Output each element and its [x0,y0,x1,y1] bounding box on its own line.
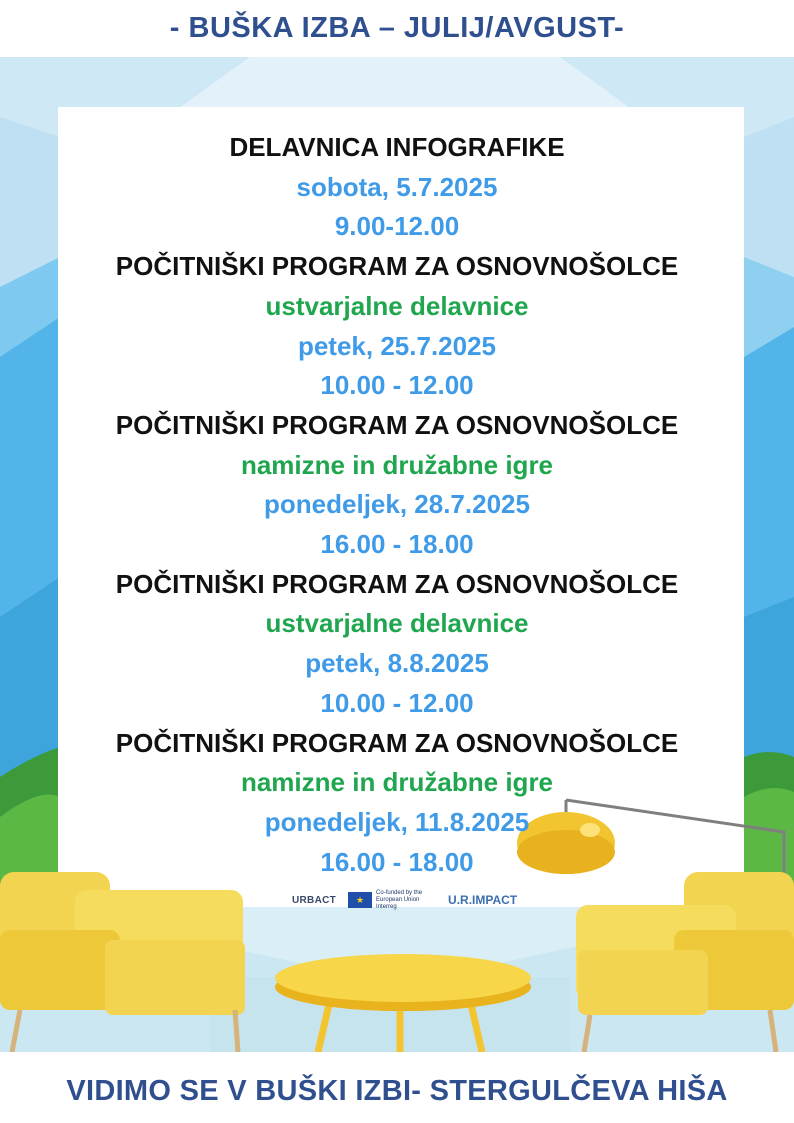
event-subtitle: ustvarjalne delavnice [265,290,529,321]
event-time: 9.00-12.00 [334,211,460,242]
event-4 [0,565,794,724]
page-footer-title: VIDIMO SE V BUŠKI IZBI- STERGULČEVA HIŠA [66,1075,728,1107]
event-title: POČITNIŠKI PROGRAM ZA OSNOVNOŠOLCE [115,409,679,440]
event-5 [0,724,794,883]
event-title: POČITNIŠKI PROGRAM ZA OSNOVNOŠOLCE [115,727,679,758]
event-date: sobota, 5.7.2025 [296,171,498,202]
event-time: 16.00 - 18.00 [320,529,474,560]
event-subtitle: ustvarjalne delavnice [265,608,529,639]
coffee-table [275,954,531,1052]
event-date: petek, 8.8.2025 [305,648,489,679]
urbact-logo: URBACT [292,894,337,906]
event-subtitle: namizne in družabne igre [240,449,554,480]
event-1 [0,128,794,247]
eu-cofunded-text: Co-funded by the European Union [376,889,423,903]
event-title: DELAVNICA INFOGRAFIKE [229,132,565,162]
eu-cofunded-logo [348,890,436,911]
event-date: petek, 25.7.2025 [297,330,497,361]
event-time: 10.00 - 12.00 [320,687,474,718]
event-2 [0,247,794,406]
event-title: POČITNIŠKI PROGRAM ZA OSNOVNOŠOLCE [115,568,679,599]
event-3 [0,406,794,565]
event-time: 16.00 - 18.00 [320,846,474,877]
left-armchair [0,872,245,1052]
page-header-title: - BUŠKA IZBA – JULIJ/AVGUST- [169,12,625,44]
event-title: POČITNIŠKI PROGRAM ZA OSNOVNOŠOLCE [115,251,679,282]
event-date: ponedeljek, 28.7.2025 [264,489,530,520]
event-list [0,128,794,882]
right-armchair [576,872,794,1052]
event-date: ponedeljek, 11.8.2025 [264,806,530,837]
sponsor-logos [292,889,517,911]
event-subtitle: namizne in družabne igre [240,767,554,798]
event-time: 10.00 - 12.00 [320,370,474,401]
eu-interreg-text: Interreg [376,903,397,910]
eu-flag-icon: ★ [348,892,372,908]
urimpact-logo: U.R.IMPACT [448,893,518,907]
